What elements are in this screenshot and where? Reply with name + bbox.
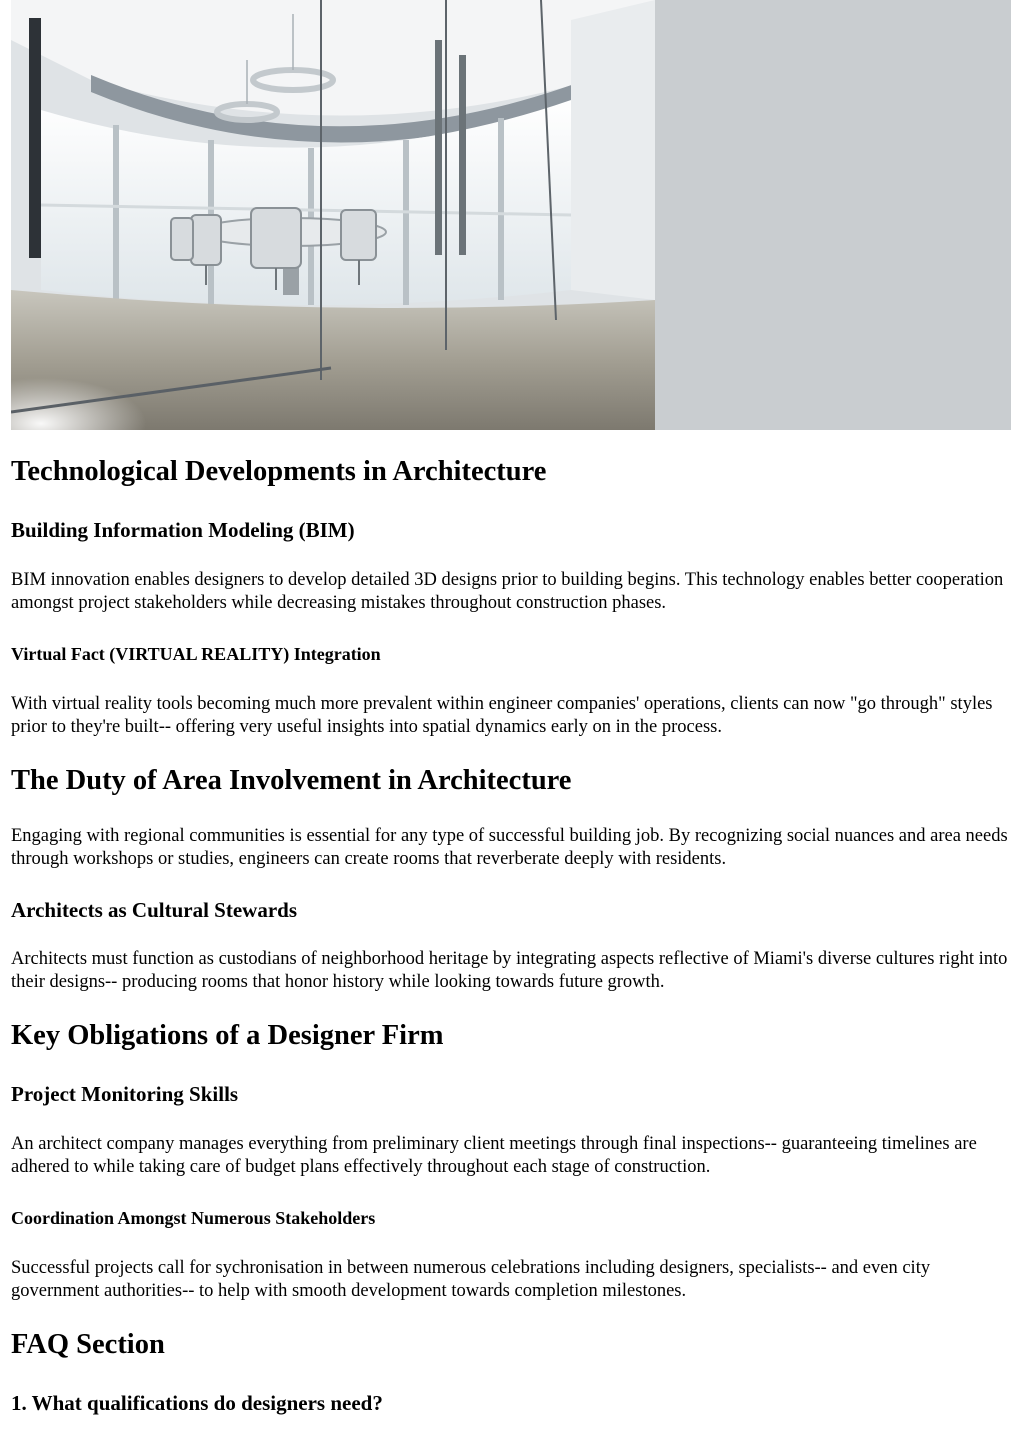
section-heading-community: The Duty of Area Involvement in Architecture bbox=[11, 765, 572, 796]
conference-room-photo bbox=[11, 0, 1011, 430]
section-heading-faq: FAQ Section bbox=[11, 1329, 165, 1360]
subheading-cultural-stewards: Architects as Cultural Stewards bbox=[11, 898, 298, 922]
conference-room-illustration bbox=[11, 0, 655, 430]
subheading-bim: Building Information Modeling (BIM) bbox=[11, 518, 355, 542]
subheading-project-monitoring: Project Monitoring Skills bbox=[11, 1082, 239, 1106]
paragraph-coordination: Successful projects call for sychronisation in between numerous celebrations including designers, specialists-- and even city government authorities-- to help with smooth development towards completion milestones. bbox=[11, 1258, 931, 1301]
paragraph-bim: BIM innovation enables designers to develop detailed 3D designs prior to building begins. This technology enables better cooperation amongst project stakeholders while decreasing mistakes throughout construction phases. bbox=[11, 570, 1004, 613]
faq-question-1: 1. What qualifications do designers need? bbox=[11, 1391, 383, 1415]
section-heading-obligations: Key Obligations of a Designer Firm bbox=[11, 1020, 444, 1051]
section-heading-technology: Technological Developments in Architecture bbox=[11, 456, 547, 487]
paragraph-community: Engaging with regional communities is essential for any type of successful building job. By recognizing social nuances and area needs through workshops or studies, engineers can create rooms that reverberate deeply with residents. bbox=[11, 826, 1008, 869]
paragraph-cultural-stewards: Architects must function as custodians of neighborhood heritage by integrating aspects reflective of Miami's diverse cultures right into their designs-- producing rooms that honor history while looking towards future growth. bbox=[11, 949, 1008, 992]
paragraph-vr: With virtual reality tools becoming much more prevalent within engineer companies' operations, clients can now "go through" styles prior to they're built-- offering very useful insights into spatial dynamics early on in the process. bbox=[11, 694, 993, 737]
subheading-coordination: Coordination Amongst Numerous Stakeholders bbox=[11, 1208, 376, 1228]
subheading-vr: Virtual Fact (VIRTUAL REALITY) Integration bbox=[11, 644, 381, 664]
paragraph-project-monitoring: An architect company manages everything from preliminary client meetings through final inspections-- guaranteeing timelines are adhered to while taking care of budget plans effectively throughout each stage of construction. bbox=[11, 1134, 977, 1177]
